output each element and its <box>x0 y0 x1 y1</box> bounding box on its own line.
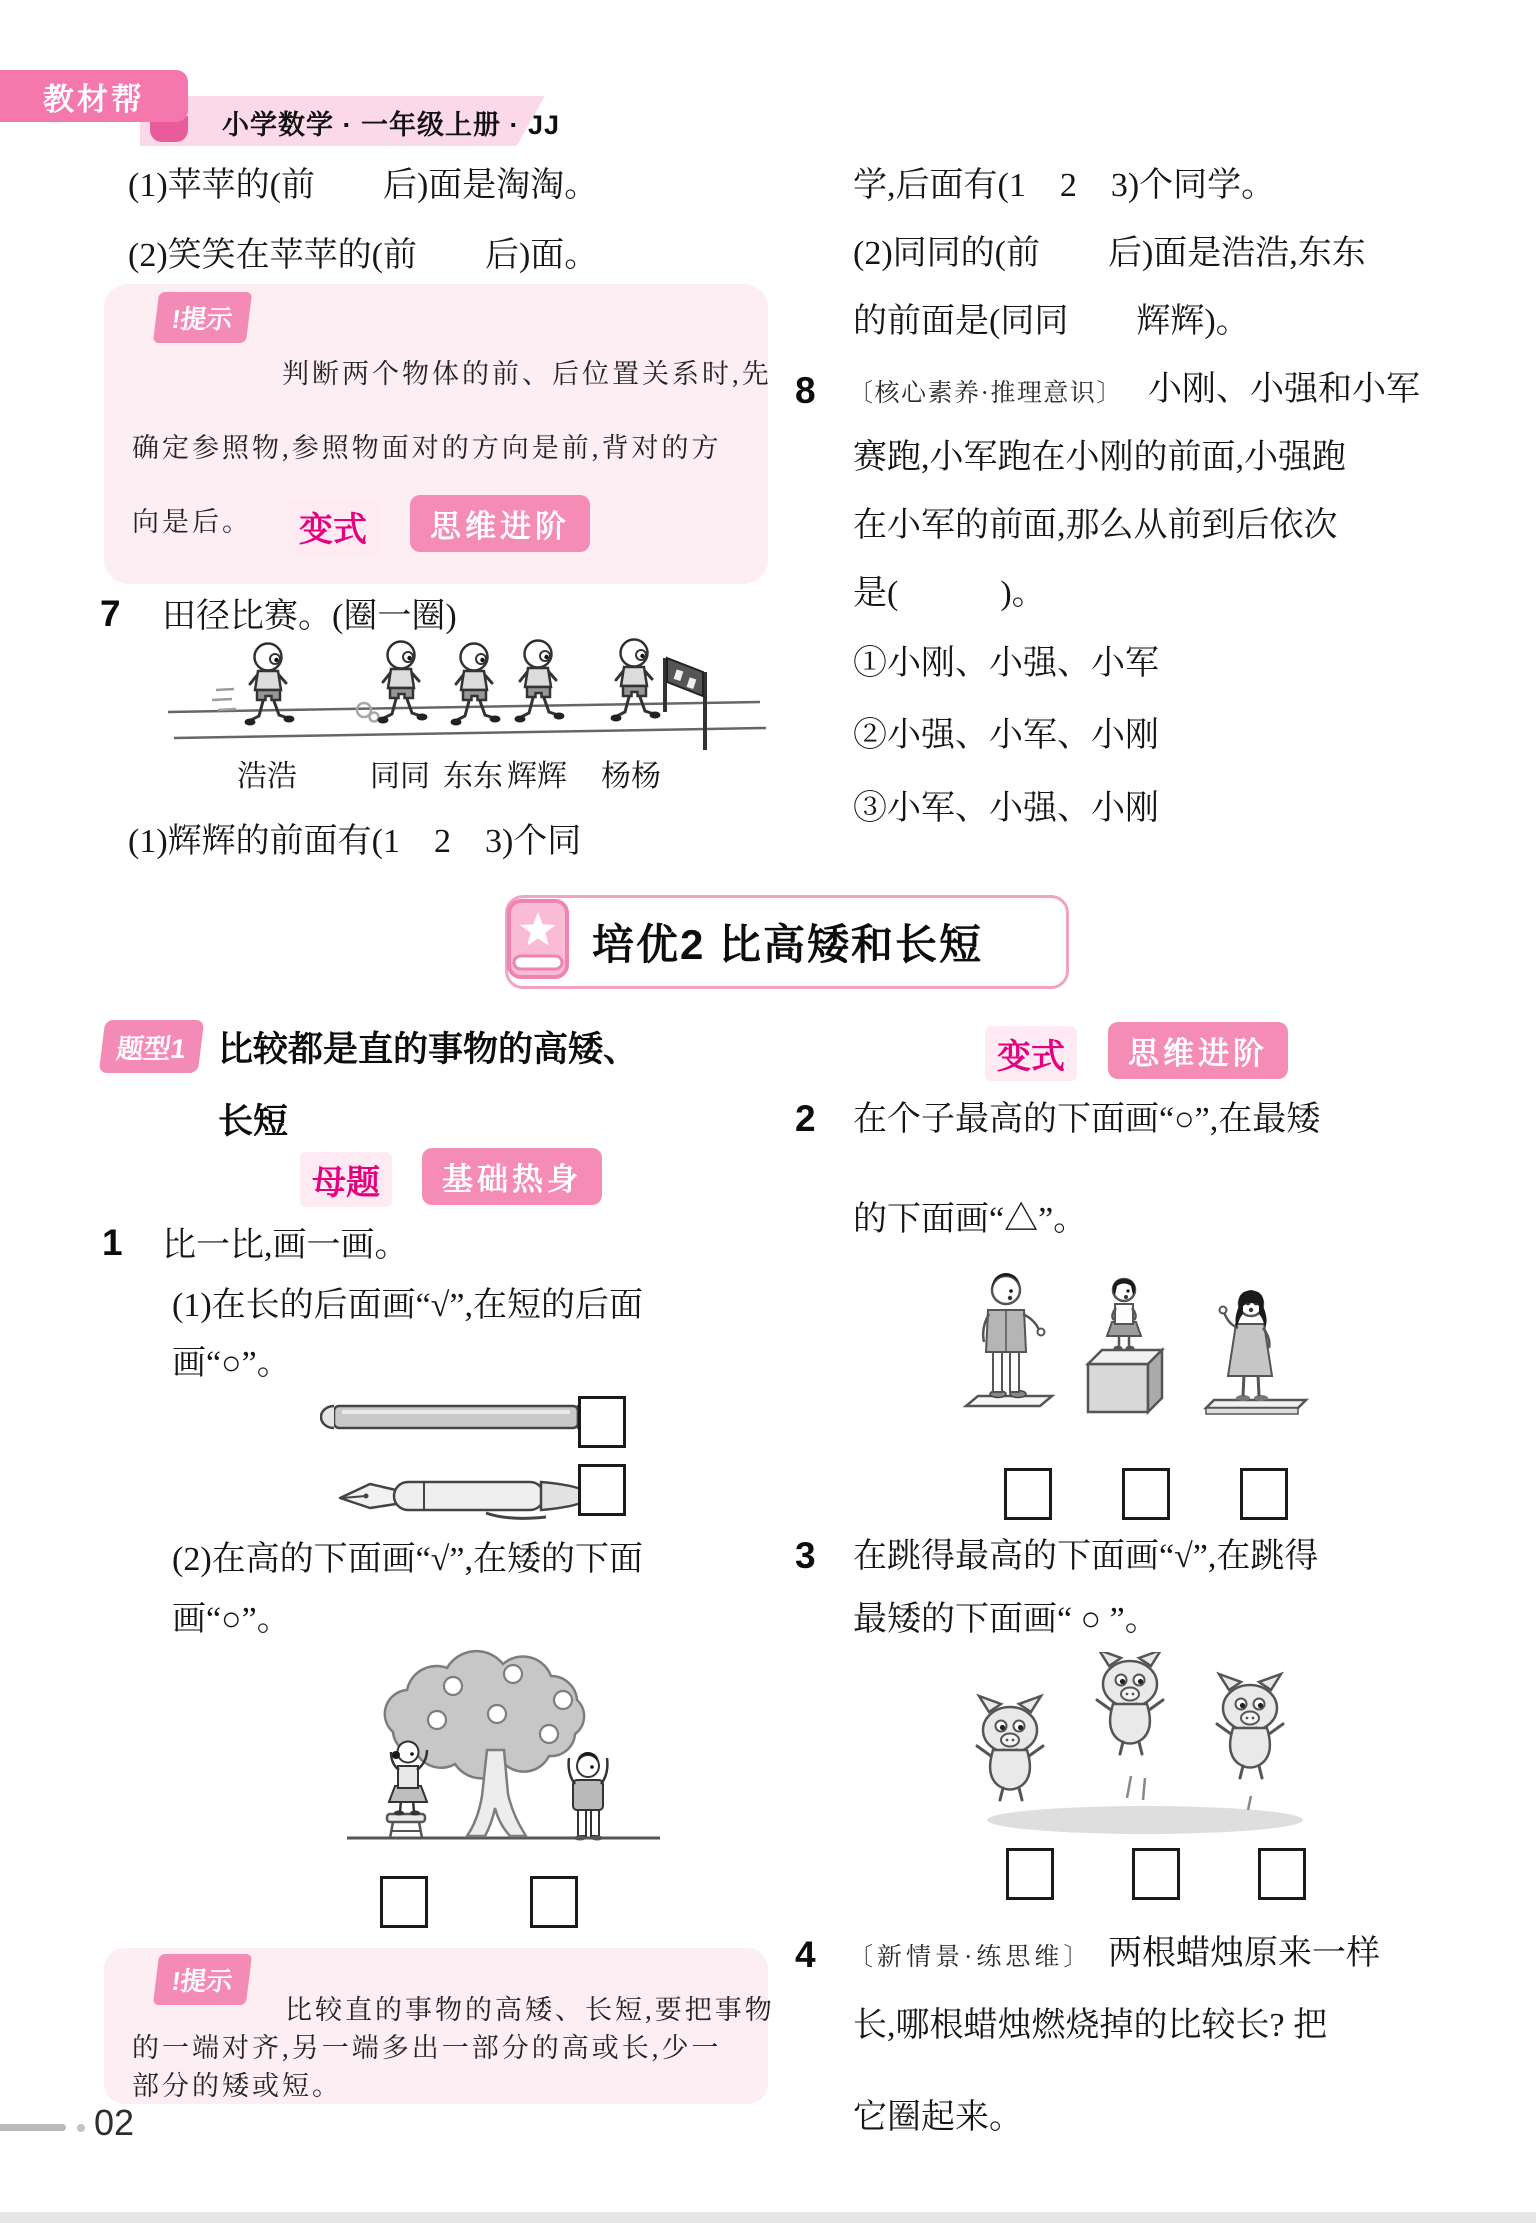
q1-number: 1 <box>102 1222 123 1263</box>
q1-title: 比一比,画一画。 <box>162 1227 409 1264</box>
topic-badge: 题型1 <box>99 1020 205 1073</box>
jump-motion-lines <box>1127 1776 1251 1810</box>
q1-part2-line2: 画“○”。 <box>172 1601 291 1638</box>
girl-on-cube <box>1088 1279 1162 1412</box>
q4-tag: 〔新情景·练思维〕 <box>848 1944 1093 1971</box>
brand-label: 教材帮 <box>43 81 145 117</box>
pen-illustration <box>336 1472 594 1524</box>
woman-on-platform <box>1206 1290 1306 1414</box>
q2-line2: 的下面画“△”。 <box>853 1201 1088 1238</box>
tip-label-1: !提示 <box>153 292 252 343</box>
answer-box-man <box>1004 1468 1052 1520</box>
tip2-line2: 的一端对齐,另一端多出一部分的高或长,少一 <box>132 2033 722 2063</box>
q4-line2: 它圈起来。 <box>853 2099 1023 2136</box>
variant-badge-label: 思维进阶 <box>410 495 590 552</box>
tip2-line3: 部分的矮或短。 <box>132 2071 342 2101</box>
mother-badge-label: 基础热身 <box>422 1148 602 1205</box>
q7-sub-line: (1)辉辉的前面有(1 2 3)个同 <box>128 823 582 860</box>
answer-box-cube-girl <box>1122 1468 1170 1520</box>
q3-number: 3 <box>795 1535 816 1576</box>
q1-part2-line1: (2)在高的下面画“√”,在矮的下面 <box>172 1541 643 1578</box>
answer-box-woman <box>1240 1468 1288 1520</box>
q8-tag: 〔核心素养·推理意识〕 <box>848 380 1123 407</box>
answer-box-boy <box>530 1876 578 1928</box>
page-bottom-edge <box>0 2212 1536 2223</box>
brand-badge <box>0 70 188 122</box>
runner-name-3: 东东 <box>443 760 503 793</box>
topic-title-line2: 长短 <box>218 1102 289 1141</box>
q2-number: 2 <box>795 1098 816 1139</box>
q6-part2: (2)笑笑在苹苹的(前 后)面。 <box>128 237 599 274</box>
q8-line3: 是( )。 <box>853 575 1046 612</box>
q1-part1-line2: 画“○”。 <box>172 1345 291 1382</box>
q8-option-2: ②小强、小军、小刚 <box>853 717 1159 754</box>
jumping-pigs-illustration <box>945 1652 1355 1844</box>
mother-badge-prefix: 母题 <box>300 1152 392 1207</box>
book-star-icon <box>506 898 570 982</box>
runner-name-1: 浩浩 <box>237 760 297 793</box>
footer-rule <box>0 2124 66 2131</box>
q4-number: 4 <box>795 1934 816 1975</box>
q4-lead: 两根蜡烛原来一样 <box>1108 1935 1380 1972</box>
height-comparison-illustration <box>960 1246 1320 1416</box>
q2-line1: 在个子最高的下面画“○”,在最矮 <box>853 1101 1321 1138</box>
q8-line2: 在小军的前面,那么从前到后依次 <box>853 507 1338 544</box>
q8-option-1: ①小刚、小强、小军 <box>853 645 1159 682</box>
page-number: 02 <box>94 2102 135 2143</box>
q7-carry-line1: 学,后面有(1 2 3)个同学。 <box>853 167 1276 204</box>
answer-box-pen <box>578 1464 626 1516</box>
boy-picking <box>569 1752 608 1841</box>
q8-lead: 小刚、小强和小军 <box>1148 371 1420 408</box>
runners-illustration <box>168 632 768 757</box>
q1-part1-line1: (1)在长的后面画“√”,在短的后面 <box>172 1287 643 1324</box>
runner-name-5: 杨杨 <box>601 760 661 793</box>
q6-part1: (1)苹苹的(前 后)面是淘淘。 <box>128 167 599 204</box>
q8-line1: 赛跑,小军跑在小刚的前面,小强跑 <box>853 439 1346 476</box>
tip1-line1: 判断两个物体的前、后位置关系时,先 <box>282 359 772 389</box>
answer-box-girl <box>380 1876 428 1928</box>
q7-number: 7 <box>100 593 121 634</box>
man-on-mat <box>966 1273 1052 1406</box>
footer-dot <box>77 2124 85 2132</box>
variant-badge-prefix-2: 变式 <box>985 1026 1077 1081</box>
variant-badge-label-2: 思维进阶 <box>1108 1022 1288 1079</box>
tip1-line2: 确定参照物,参照物面对的方向是前,背对的方 <box>132 433 722 463</box>
speed-dashes <box>212 689 236 710</box>
tip2-line1: 比较直的事物的高矮、长短,要把事物 <box>285 1995 775 2025</box>
tip1-line3: 向是后。 <box>132 507 252 537</box>
runner-name-2: 同同 <box>370 760 430 793</box>
q7-title: 田径比赛。(圈一圈) <box>162 598 457 635</box>
q3-line1: 在跳得最高的下面画“√”,在跳得 <box>853 1538 1319 1575</box>
q8-number: 8 <box>795 370 816 411</box>
answer-box-pencil <box>578 1396 626 1448</box>
answer-box-pig-1 <box>1006 1848 1054 1900</box>
apple-tree-illustration <box>335 1648 670 1848</box>
q7-carry-line3: 的前面是(同同 辉辉)。 <box>853 303 1250 340</box>
answer-box-pig-3 <box>1258 1848 1306 1900</box>
q8-option-3: ③小军、小强、小刚 <box>853 790 1159 827</box>
runner-name-4: 辉辉 <box>507 760 567 793</box>
edition-title: 小学数学 · 一年级上册 · JJ <box>222 110 561 140</box>
answer-box-pig-2 <box>1132 1848 1180 1900</box>
q3-line2: 最矮的下面画“ ○ ”。 <box>853 1601 1159 1638</box>
tip-label-2: !提示 <box>153 1954 252 2005</box>
q7-carry-line2: (2)同同的(前 后)面是浩浩,东东 <box>853 235 1366 272</box>
topic-title-line1: 比较都是直的事物的高矮、 <box>218 1030 639 1069</box>
variant-badge-prefix: 变式 <box>287 499 379 554</box>
section-title: 培优2 比高矮和长短 <box>592 921 984 968</box>
q4-line1: 长,哪根蜡烛燃烧掉的比较长? 把 <box>853 2007 1328 2044</box>
